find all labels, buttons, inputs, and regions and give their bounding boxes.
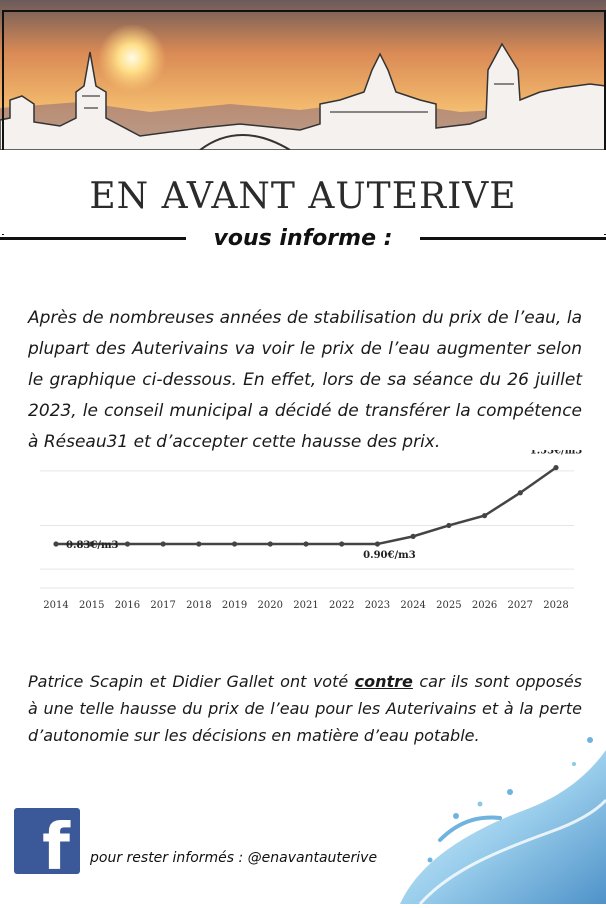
x-tick-2025: 2025 (436, 600, 462, 611)
header-banner-image (0, 0, 606, 150)
subtitle: vous informe : (213, 226, 393, 251)
skyline-illustration (0, 0, 606, 150)
data-point-2028 (553, 465, 558, 470)
data-point-2022 (339, 541, 344, 546)
data-point-2025 (446, 523, 451, 528)
x-tick-2026: 2026 (471, 600, 498, 611)
vote-text-after: car ils sont opposés à une telle hausse du prix de l’eau pour les Auterivains et à la perte d’autonomie sur les décisions en matière d’eau potable. (28, 672, 582, 745)
series-line (56, 468, 556, 544)
page-title: EN AVANT AUTERIVE (89, 176, 517, 217)
chart-svg (30, 450, 590, 620)
vote-text-before: Patrice Scapin et Didier Gallet ont voté (28, 672, 355, 691)
data-point-2017 (161, 541, 166, 546)
x-tick-2014: 2014 (43, 600, 69, 611)
x-tick-2024: 2024 (400, 600, 426, 611)
water-splash-graphic (360, 720, 606, 904)
water-splash-image (360, 720, 606, 904)
vote-emphasis: contre (354, 672, 413, 691)
x-tick-2022: 2022 (328, 600, 355, 611)
x-tick-2015: 2015 (78, 600, 105, 611)
footer-text: pour rester informés : @enavantauterive (90, 850, 378, 866)
x-tick-2028: 2028 (543, 600, 569, 611)
data-label-2023: 0.90€/m3 (363, 550, 416, 561)
subtitle-row (0, 226, 606, 256)
data-label-2014: 0.83€/m3 (66, 540, 119, 551)
facebook-f-glyph: f (42, 811, 70, 885)
data-point-2018 (196, 541, 201, 546)
subtitle-divider-left (0, 237, 186, 240)
x-tick-2017: 2017 (150, 600, 176, 611)
intro-paragraph: Après de nombreuses années de stabilisation du prix de l’eau, la plupart des Auterivains va voir le prix de l’eau augmenter selon le graphique ci-dessous. En effet, lors de sa séance du 26 juillet 2023, le conseil municipal a décidé de transférer la compétence à Réseau31 et d’accepter cette hausse des prix. (28, 308, 582, 452)
x-tick-2027: 2027 (507, 600, 534, 611)
data-point-2026 (482, 513, 487, 518)
data-point-2024 (411, 534, 416, 539)
x-tick-2018: 2018 (186, 600, 212, 611)
data-point-2014 (53, 541, 58, 546)
data-point-2020 (268, 541, 273, 546)
data-point-2027 (518, 490, 523, 495)
water-price-chart (30, 450, 590, 620)
x-tick-2023: 2023 (364, 600, 391, 611)
x-tick-2020: 2020 (257, 600, 284, 611)
data-point-2019 (232, 541, 237, 546)
data-point-2016 (125, 541, 130, 546)
data-label-2028: 1.53€/m3 (529, 450, 583, 457)
x-tick-2019: 2019 (221, 600, 248, 611)
x-tick-2021: 2021 (293, 600, 319, 611)
subtitle-divider-right (420, 237, 606, 240)
data-point-2023 (375, 541, 380, 546)
data-point-2021 (303, 541, 308, 546)
facebook-icon[interactable] (14, 808, 80, 885)
x-tick-2016: 2016 (114, 600, 141, 611)
